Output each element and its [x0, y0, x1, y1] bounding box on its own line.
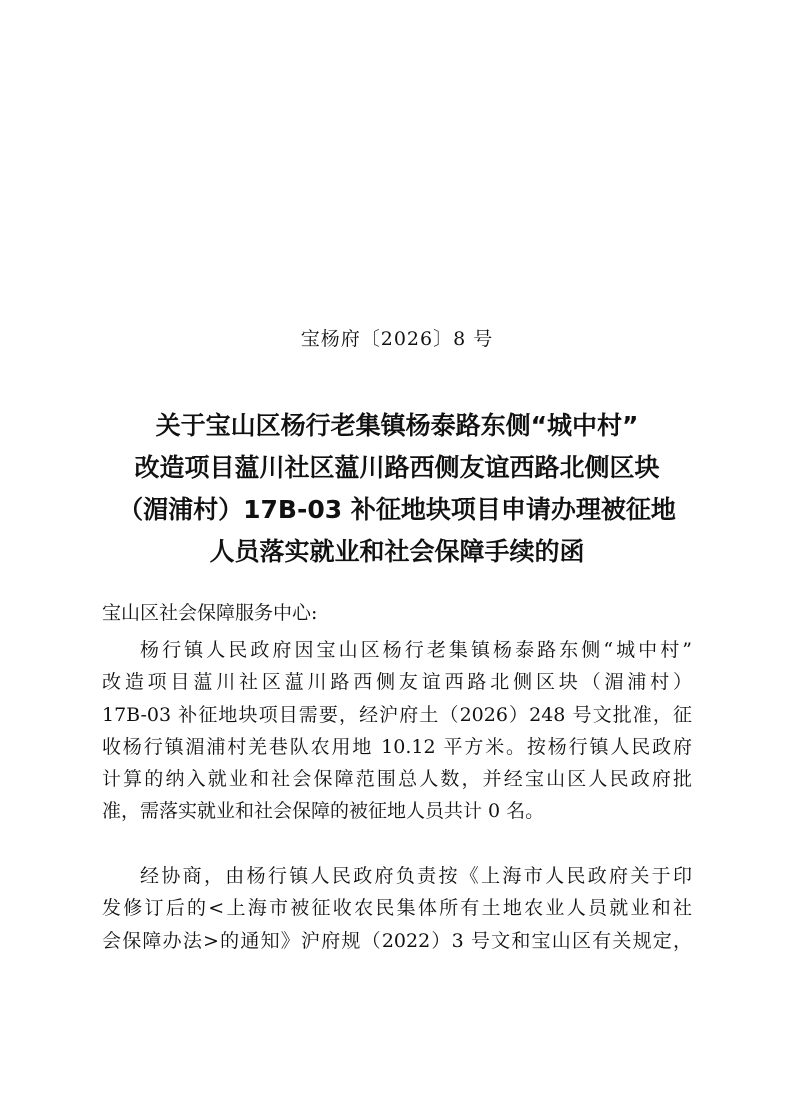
paragraph-line: 计算的纳入就业和社会保障范围总人数，并经宝山区人民政府批	[102, 768, 692, 791]
paragraph-line: 杨行镇人民政府因宝山区杨行老集镇杨泰路东侧“城中村”	[140, 639, 692, 661]
paragraph-line: 准，需落实就业和社会保障的被征地人员共计 0 名。	[102, 800, 545, 823]
paragraph-line: 收杨行镇湄浦村羌巷队农用地 10.12 平方米。按杨行镇人民政府	[102, 735, 692, 758]
title-line: 人员落实就业和社会保障手续的函	[209, 537, 585, 566]
paragraph-1	[102, 634, 692, 828]
document-title	[100, 405, 694, 573]
paragraph-line: 17B-03 补征地块项目需要，经沪府土（2026）248 号文批准，征	[102, 703, 692, 726]
paragraph-line: 发修订后的<上海市被征收农民集体所有土地农业人员就业和社	[102, 897, 692, 920]
addressee: 宝山区社会保障服务中心:	[102, 602, 318, 624]
title-line: 关于宝山区杨行老集镇杨泰路东侧“城中村”	[155, 411, 639, 440]
paragraph-line: 会保障办法>的通知》沪府规（2022）3 号文和宝山区有关规定，	[102, 929, 692, 952]
paragraph-line: 改造项目蕰川社区蕰川路西侧友谊西路北侧区块（湄浦村）	[102, 671, 692, 694]
title-line: （湄浦村）17B-03 补征地块项目申请办理被征地	[118, 495, 676, 524]
title-line: 改造项目蕰川社区蕰川路西侧友谊西路北侧区块	[134, 453, 660, 482]
paragraph-line: 经协商，由杨行镇人民政府负责按《上海市人民政府关于印	[140, 865, 692, 887]
document-number: 宝杨府〔2026〕8 号	[300, 328, 494, 350]
paragraph-2	[102, 860, 692, 957]
